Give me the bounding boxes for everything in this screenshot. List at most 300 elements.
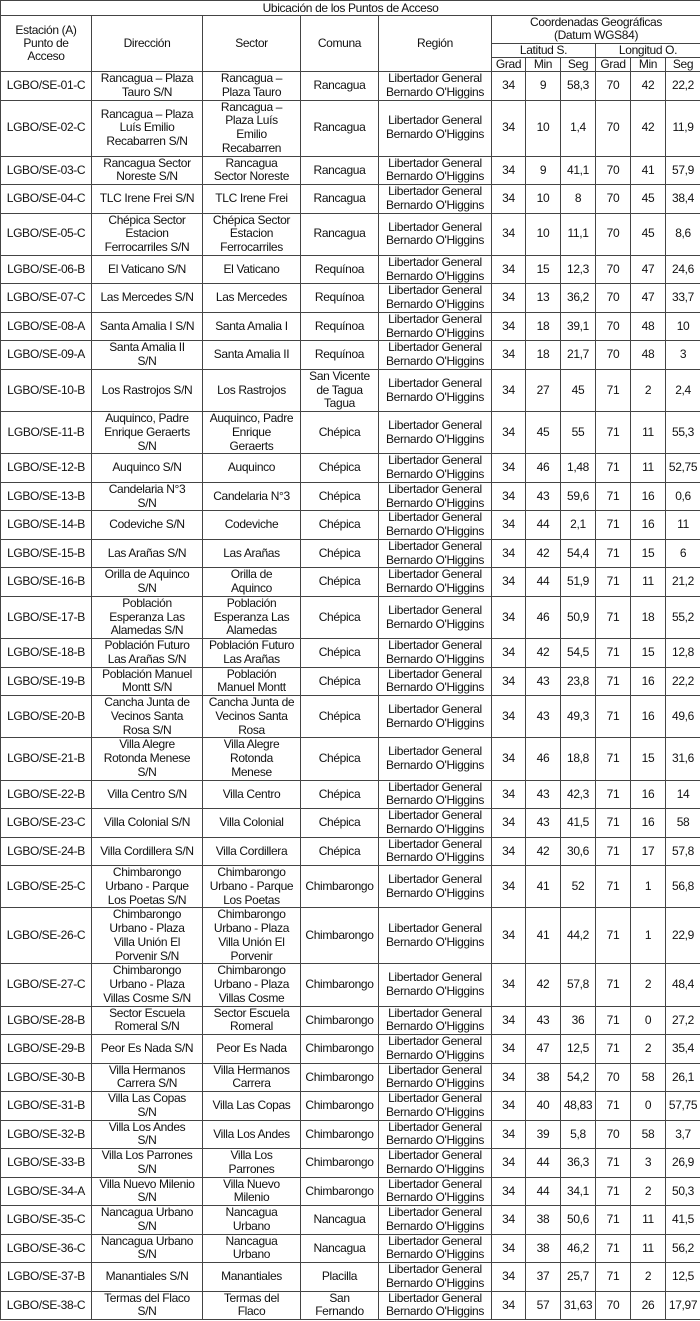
cell-lat-grad: 34	[492, 1177, 526, 1206]
cell-lon-min: 1	[631, 908, 666, 964]
cell-direccion: Chimbarongo Urbano - Plaza Villa Unión El Porvenir S/N	[92, 908, 203, 964]
cell-lon-seg: 58	[666, 809, 700, 838]
cell-direccion: Rancagua – Plaza Luís Emilio Recabarren S/N	[92, 100, 203, 156]
cell-lat-seg: 1,48	[561, 454, 596, 483]
cell-lat-seg: 55	[561, 412, 596, 454]
cell-lat-min: 37	[526, 1263, 561, 1292]
cell-direccion: Nancagua Urbano S/N	[92, 1206, 203, 1235]
cell-region: Libertador General Bernardo O'Higgins	[379, 72, 492, 101]
cell-direccion: Villa Las Copas S/N	[92, 1092, 203, 1121]
cell-region: Libertador General Bernardo O'Higgins	[379, 156, 492, 185]
table-row	[1, 780, 700, 809]
cell-lat-grad: 34	[492, 780, 526, 809]
cell-estacion: LGBO/SE-31-B	[1, 1092, 92, 1121]
cell-region: Libertador General Bernardo O'Higgins	[379, 1206, 492, 1235]
cell-region: Libertador General Bernardo O'Higgins	[379, 369, 492, 411]
cell-lon-seg: 27,2	[666, 1006, 700, 1035]
table-row	[1, 412, 700, 454]
cell-lat-seg: 31,63	[561, 1291, 596, 1320]
cell-region: Libertador General Bernardo O'Higgins	[379, 1035, 492, 1064]
cell-sector: Peor Es Nada	[203, 1035, 301, 1064]
cell-lat-min: 47	[526, 1035, 561, 1064]
cell-comuna: Nancagua	[301, 1234, 379, 1263]
cell-lon-seg: 0,6	[666, 482, 700, 511]
cell-lat-seg: 5,8	[561, 1120, 596, 1149]
cell-estacion: LGBO/SE-16-B	[1, 568, 92, 597]
cell-lat-grad: 34	[492, 1206, 526, 1235]
table-row	[1, 454, 700, 483]
cell-lat-grad: 34	[492, 213, 526, 255]
cell-lat-seg: 41,1	[561, 156, 596, 185]
cell-lat-seg: 50,9	[561, 596, 596, 638]
cell-direccion: Villa Hermanos Carrera S/N	[92, 1063, 203, 1092]
cell-estacion: LGBO/SE-26-C	[1, 908, 92, 964]
cell-lat-grad: 34	[492, 156, 526, 185]
cell-estacion: LGBO/SE-01-C	[1, 72, 92, 101]
cell-region: Libertador General Bernardo O'Higgins	[379, 185, 492, 214]
cell-lon-grad: 71	[596, 837, 631, 866]
cell-lat-grad: 34	[492, 284, 526, 313]
cell-lon-seg: 12,8	[666, 639, 700, 668]
cell-comuna: Requínoa	[301, 312, 379, 341]
cell-lon-min: 16	[631, 809, 666, 838]
cell-direccion: Villa Centro S/N	[92, 780, 203, 809]
cell-direccion: TLC Irene Frei S/N	[92, 185, 203, 214]
cell-lon-min: 15	[631, 738, 666, 780]
cell-sector: Auquinco, Padre Enrique Geraerts	[203, 412, 301, 454]
cell-lon-grad: 71	[596, 780, 631, 809]
cell-lat-seg: 23,8	[561, 667, 596, 696]
cell-estacion: LGBO/SE-10-B	[1, 369, 92, 411]
cell-lat-grad: 34	[492, 312, 526, 341]
cell-lat-grad: 34	[492, 1120, 526, 1149]
cell-lat-min: 27	[526, 369, 561, 411]
cell-estacion: LGBO/SE-15-B	[1, 539, 92, 568]
cell-lat-grad: 34	[492, 1006, 526, 1035]
cell-lat-seg: 21,7	[561, 341, 596, 370]
cell-region: Libertador General Bernardo O'Higgins	[379, 837, 492, 866]
cell-lon-seg: 21,2	[666, 568, 700, 597]
cell-lat-seg: 11,1	[561, 213, 596, 255]
cell-lon-grad: 71	[596, 454, 631, 483]
cell-lat-grad: 34	[492, 539, 526, 568]
cell-lon-grad: 71	[596, 1206, 631, 1235]
cell-direccion: Santa Amalia I S/N	[92, 312, 203, 341]
cell-estacion: LGBO/SE-07-C	[1, 284, 92, 313]
table-row	[1, 1177, 700, 1206]
cell-estacion: LGBO/SE-08-A	[1, 312, 92, 341]
cell-lon-min: 1	[631, 866, 666, 908]
cell-lat-grad: 34	[492, 1234, 526, 1263]
cell-lon-min: 58	[631, 1063, 666, 1092]
table-row	[1, 1035, 700, 1064]
cell-comuna: Chépica	[301, 596, 379, 638]
cell-direccion: Los Rastrojos S/N	[92, 369, 203, 411]
cell-sector: Villa Colonial	[203, 809, 301, 838]
table-row	[1, 837, 700, 866]
cell-sector: Villa Las Copas	[203, 1092, 301, 1121]
cell-lat-seg: 12,5	[561, 1035, 596, 1064]
cell-lat-min: 43	[526, 809, 561, 838]
cell-lat-grad: 34	[492, 1092, 526, 1121]
cell-comuna: Chimbarongo	[301, 1120, 379, 1149]
cell-comuna: Chépica	[301, 639, 379, 668]
cell-lon-seg: 2,4	[666, 369, 700, 411]
cell-lon-seg: 12,5	[666, 1263, 700, 1292]
cell-direccion: El Vaticano S/N	[92, 255, 203, 284]
cell-lon-min: 11	[631, 454, 666, 483]
cell-direccion: Villa Los Andes S/N	[92, 1120, 203, 1149]
cell-estacion: LGBO/SE-06-B	[1, 255, 92, 284]
cell-estacion: LGBO/SE-17-B	[1, 596, 92, 638]
cell-region: Libertador General Bernardo O'Higgins	[379, 964, 492, 1006]
cell-region: Libertador General Bernardo O'Higgins	[379, 255, 492, 284]
cell-lon-seg: 57,9	[666, 156, 700, 185]
cell-lat-min: 38	[526, 1206, 561, 1235]
cell-lon-min: 45	[631, 213, 666, 255]
cell-estacion: LGBO/SE-11-B	[1, 412, 92, 454]
cell-estacion: LGBO/SE-12-B	[1, 454, 92, 483]
cell-sector: Chimbarongo Urbano - Plaza Villas Cosme	[203, 964, 301, 1006]
cell-lat-min: 44	[526, 1149, 561, 1178]
cell-lat-seg: 51,9	[561, 568, 596, 597]
cell-lat-min: 43	[526, 696, 561, 738]
table-title: Ubicación de los Puntos de Acceso	[1, 1, 700, 16]
table-row	[1, 1263, 700, 1292]
table-row	[1, 255, 700, 284]
table-row	[1, 156, 700, 185]
cell-estacion: LGBO/SE-03-C	[1, 156, 92, 185]
cell-lat-grad: 34	[492, 809, 526, 838]
cell-lon-grad: 71	[596, 511, 631, 540]
cell-comuna: Rancagua	[301, 100, 379, 156]
cell-lat-min: 57	[526, 1291, 561, 1320]
cell-lon-seg: 10	[666, 312, 700, 341]
cell-direccion: Chimbarongo Urbano - Plaza Villas Cosme S/N	[92, 964, 203, 1006]
cell-lat-grad: 34	[492, 866, 526, 908]
table-row	[1, 866, 700, 908]
cell-lat-seg: 54,5	[561, 639, 596, 668]
cell-lon-grad: 71	[596, 1006, 631, 1035]
cell-lon-grad: 70	[596, 1063, 631, 1092]
cell-direccion: Chimbarongo Urbano - Parque Los Poetas S/N	[92, 866, 203, 908]
cell-lat-grad: 34	[492, 908, 526, 964]
cell-lon-grad: 71	[596, 1177, 631, 1206]
cell-lon-seg: 22,2	[666, 667, 700, 696]
cell-lat-min: 38	[526, 1063, 561, 1092]
cell-lat-grad: 34	[492, 72, 526, 101]
cell-region: Libertador General Bernardo O'Higgins	[379, 866, 492, 908]
cell-lon-grad: 71	[596, 369, 631, 411]
cell-region: Libertador General Bernardo O'Higgins	[379, 639, 492, 668]
cell-estacion: LGBO/SE-09-A	[1, 341, 92, 370]
cell-region: Libertador General Bernardo O'Higgins	[379, 738, 492, 780]
cell-sector: Villa Cordillera	[203, 837, 301, 866]
cell-lat-min: 46	[526, 596, 561, 638]
cell-sector: Villa Alegre Rotonda Menese	[203, 738, 301, 780]
cell-estacion: LGBO/SE-05-C	[1, 213, 92, 255]
cell-lat-seg: 36,2	[561, 284, 596, 313]
cell-lat-seg: 36,3	[561, 1149, 596, 1178]
cell-lon-min: 2	[631, 964, 666, 1006]
cell-lat-grad: 34	[492, 185, 526, 214]
cell-lat-grad: 34	[492, 1149, 526, 1178]
cell-lon-grad: 71	[596, 1092, 631, 1121]
cell-lon-grad: 71	[596, 412, 631, 454]
cell-region: Libertador General Bernardo O'Higgins	[379, 667, 492, 696]
cell-lat-min: 45	[526, 412, 561, 454]
cell-region: Libertador General Bernardo O'Higgins	[379, 1006, 492, 1035]
cell-lat-seg: 50,6	[561, 1206, 596, 1235]
cell-lon-grad: 71	[596, 908, 631, 964]
cell-lon-seg: 52,75	[666, 454, 700, 483]
cell-region: Libertador General Bernardo O'Higgins	[379, 1120, 492, 1149]
cell-comuna: Chimbarongo	[301, 1177, 379, 1206]
cell-direccion: Auquinco, Padre Enrique Geraerts S/N	[92, 412, 203, 454]
cell-comuna: Nancagua	[301, 1206, 379, 1235]
table-row	[1, 908, 700, 964]
cell-direccion: Población Esperanza Las Alamedas S/N	[92, 596, 203, 638]
cell-direccion: Rancagua Sector Noreste S/N	[92, 156, 203, 185]
cell-lon-grad: 70	[596, 255, 631, 284]
cell-sector: Chimbarongo Urbano - Plaza Villa Unión El Porvenir	[203, 908, 301, 964]
cell-lat-seg: 2,1	[561, 511, 596, 540]
header-estacion: Estación (A) Punto de Acceso	[1, 16, 92, 72]
cell-sector: Población Manuel Montt	[203, 667, 301, 696]
cell-lon-seg: 56,8	[666, 866, 700, 908]
cell-comuna: Chépica	[301, 511, 379, 540]
cell-lon-min: 26	[631, 1291, 666, 1320]
table-row	[1, 1120, 700, 1149]
cell-region: Libertador General Bernardo O'Higgins	[379, 780, 492, 809]
cell-lon-grad: 71	[596, 639, 631, 668]
table-row	[1, 312, 700, 341]
cell-lon-min: 16	[631, 667, 666, 696]
cell-lat-min: 42	[526, 837, 561, 866]
cell-direccion: Villa Nuevo Milenio S/N	[92, 1177, 203, 1206]
cell-lat-seg: 18,8	[561, 738, 596, 780]
cell-comuna: Chépica	[301, 837, 379, 866]
cell-lon-seg: 55,2	[666, 596, 700, 638]
cell-lat-seg: 46,2	[561, 1234, 596, 1263]
cell-lat-grad: 34	[492, 100, 526, 156]
cell-sector: Santa Amalia I	[203, 312, 301, 341]
cell-comuna: Chépica	[301, 809, 379, 838]
cell-lon-seg: 11,9	[666, 100, 700, 156]
cell-sector: Nancagua Urbano	[203, 1206, 301, 1235]
cell-region: Libertador General Bernardo O'Higgins	[379, 908, 492, 964]
cell-direccion: Peor Es Nada S/N	[92, 1035, 203, 1064]
cell-lat-grad: 34	[492, 667, 526, 696]
cell-region: Libertador General Bernardo O'Higgins	[379, 568, 492, 597]
cell-comuna: Chimbarongo	[301, 866, 379, 908]
cell-comuna: Requínoa	[301, 284, 379, 313]
header-longitud: Longitud O.	[596, 43, 700, 57]
cell-lat-seg: 8	[561, 185, 596, 214]
cell-estacion: LGBO/SE-19-B	[1, 667, 92, 696]
cell-lon-min: 2	[631, 1035, 666, 1064]
cell-comuna: Placilla	[301, 1263, 379, 1292]
cell-lat-grad: 34	[492, 341, 526, 370]
cell-lat-seg: 41,5	[561, 809, 596, 838]
cell-sector: Rancagua – Plaza Luís Emilio Recabarren	[203, 100, 301, 156]
cell-direccion: Las Arañas S/N	[92, 539, 203, 568]
cell-lat-grad: 34	[492, 639, 526, 668]
cell-region: Libertador General Bernardo O'Higgins	[379, 412, 492, 454]
cell-lon-min: 18	[631, 596, 666, 638]
cell-lon-seg: 3	[666, 341, 700, 370]
cell-lon-seg: 22,9	[666, 908, 700, 964]
cell-lon-min: 16	[631, 482, 666, 511]
cell-lon-min: 58	[631, 1120, 666, 1149]
cell-direccion: Sector Escuela Romeral S/N	[92, 1006, 203, 1035]
cell-lon-seg: 57,75	[666, 1092, 700, 1121]
cell-region: Libertador General Bernardo O'Higgins	[379, 454, 492, 483]
cell-lat-seg: 49,3	[561, 696, 596, 738]
cell-comuna: Rancagua	[301, 156, 379, 185]
cell-lat-grad: 34	[492, 412, 526, 454]
cell-direccion: Nancagua Urbano S/N	[92, 1234, 203, 1263]
table-row	[1, 284, 700, 313]
cell-sector: Auquinco	[203, 454, 301, 483]
header-lon-seg: Seg	[666, 57, 700, 71]
cell-lon-min: 47	[631, 284, 666, 313]
cell-lat-min: 10	[526, 100, 561, 156]
cell-comuna: Requínoa	[301, 255, 379, 284]
cell-lon-grad: 71	[596, 482, 631, 511]
table-row	[1, 964, 700, 1006]
cell-region: Libertador General Bernardo O'Higgins	[379, 1149, 492, 1178]
cell-lat-min: 46	[526, 454, 561, 483]
cell-lat-seg: 36	[561, 1006, 596, 1035]
cell-lon-seg: 55,3	[666, 412, 700, 454]
cell-lat-grad: 34	[492, 738, 526, 780]
cell-lon-grad: 71	[596, 667, 631, 696]
table-row	[1, 809, 700, 838]
cell-lat-grad: 34	[492, 596, 526, 638]
cell-region: Libertador General Bernardo O'Higgins	[379, 1291, 492, 1320]
cell-sector: Sector Escuela Romeral	[203, 1006, 301, 1035]
cell-lat-seg: 25,7	[561, 1263, 596, 1292]
cell-lon-min: 11	[631, 412, 666, 454]
cell-region: Libertador General Bernardo O'Higgins	[379, 539, 492, 568]
cell-estacion: LGBO/SE-13-B	[1, 482, 92, 511]
cell-lon-seg: 56,2	[666, 1234, 700, 1263]
cell-lat-seg: 39,1	[561, 312, 596, 341]
table-row	[1, 1092, 700, 1121]
cell-lon-seg: 24,6	[666, 255, 700, 284]
cell-lat-grad: 34	[492, 369, 526, 411]
cell-sector: Población Esperanza Las Alamedas	[203, 596, 301, 638]
cell-lon-seg: 48,4	[666, 964, 700, 1006]
cell-comuna: Chépica	[301, 696, 379, 738]
cell-comuna: Chimbarongo	[301, 964, 379, 1006]
cell-comuna: Chépica	[301, 738, 379, 780]
cell-lat-min: 42	[526, 964, 561, 1006]
cell-comuna: Chépica	[301, 539, 379, 568]
table-body	[1, 72, 700, 1320]
cell-lat-min: 43	[526, 1006, 561, 1035]
cell-lat-seg: 44,2	[561, 908, 596, 964]
cell-lat-min: 44	[526, 511, 561, 540]
cell-lat-grad: 34	[492, 1063, 526, 1092]
cell-lat-min: 9	[526, 72, 561, 101]
cell-lon-grad: 71	[596, 568, 631, 597]
table-row	[1, 482, 700, 511]
cell-lat-seg: 59,6	[561, 482, 596, 511]
cell-lon-min: 16	[631, 511, 666, 540]
cell-lat-min: 10	[526, 213, 561, 255]
cell-lon-seg: 31,6	[666, 738, 700, 780]
cell-sector: Las Arañas	[203, 539, 301, 568]
cell-direccion: Codeviche S/N	[92, 511, 203, 540]
table-row	[1, 667, 700, 696]
header-lat-seg: Seg	[561, 57, 596, 71]
cell-comuna: Chimbarongo	[301, 908, 379, 964]
cell-lon-grad: 71	[596, 738, 631, 780]
cell-lat-min: 18	[526, 312, 561, 341]
cell-lon-seg: 41,5	[666, 1206, 700, 1235]
cell-region: Libertador General Bernardo O'Higgins	[379, 696, 492, 738]
cell-estacion: LGBO/SE-02-C	[1, 100, 92, 156]
cell-region: Libertador General Bernardo O'Higgins	[379, 284, 492, 313]
header-coordenadas: Coordenadas Geográficas (Datum WGS84)	[492, 16, 700, 44]
cell-estacion: LGBO/SE-25-C	[1, 866, 92, 908]
cell-region: Libertador General Bernardo O'Higgins	[379, 1092, 492, 1121]
cell-lat-min: 43	[526, 667, 561, 696]
table-row	[1, 696, 700, 738]
cell-region: Libertador General Bernardo O'Higgins	[379, 596, 492, 638]
cell-sector: Población Futuro Las Arañas	[203, 639, 301, 668]
cell-direccion: Villa Alegre Rotonda Menese S/N	[92, 738, 203, 780]
cell-comuna: Requínoa	[301, 341, 379, 370]
cell-lon-min: 3	[631, 1149, 666, 1178]
cell-sector: Chimbarongo Urbano - Parque Los Poetas	[203, 866, 301, 908]
cell-lat-seg: 48,83	[561, 1092, 596, 1121]
cell-estacion: LGBO/SE-24-B	[1, 837, 92, 866]
cell-estacion: LGBO/SE-14-B	[1, 511, 92, 540]
cell-lat-min: 42	[526, 539, 561, 568]
cell-region: Libertador General Bernardo O'Higgins	[379, 1177, 492, 1206]
table-row	[1, 639, 700, 668]
cell-estacion: LGBO/SE-34-A	[1, 1177, 92, 1206]
cell-lon-min: 15	[631, 639, 666, 668]
cell-lon-min: 41	[631, 156, 666, 185]
table-row	[1, 596, 700, 638]
cell-lat-min: 18	[526, 341, 561, 370]
cell-comuna: San Fernando	[301, 1291, 379, 1320]
cell-lon-min: 16	[631, 780, 666, 809]
cell-lat-min: 44	[526, 1177, 561, 1206]
cell-estacion: LGBO/SE-28-B	[1, 1006, 92, 1035]
cell-lon-min: 15	[631, 539, 666, 568]
cell-sector: Villa Nuevo Milenio	[203, 1177, 301, 1206]
cell-lon-min: 16	[631, 696, 666, 738]
table-row	[1, 568, 700, 597]
cell-sector: Santa Amalia II	[203, 341, 301, 370]
cell-lat-seg: 30,6	[561, 837, 596, 866]
cell-comuna: Chimbarongo	[301, 1063, 379, 1092]
cell-comuna: Rancagua	[301, 72, 379, 101]
cell-lon-min: 2	[631, 1263, 666, 1292]
cell-lat-grad: 34	[492, 482, 526, 511]
cell-estacion: LGBO/SE-23-C	[1, 809, 92, 838]
cell-lon-min: 42	[631, 100, 666, 156]
cell-lon-grad: 71	[596, 1234, 631, 1263]
cell-lon-min: 17	[631, 837, 666, 866]
table-row	[1, 213, 700, 255]
cell-lon-grad: 71	[596, 1035, 631, 1064]
